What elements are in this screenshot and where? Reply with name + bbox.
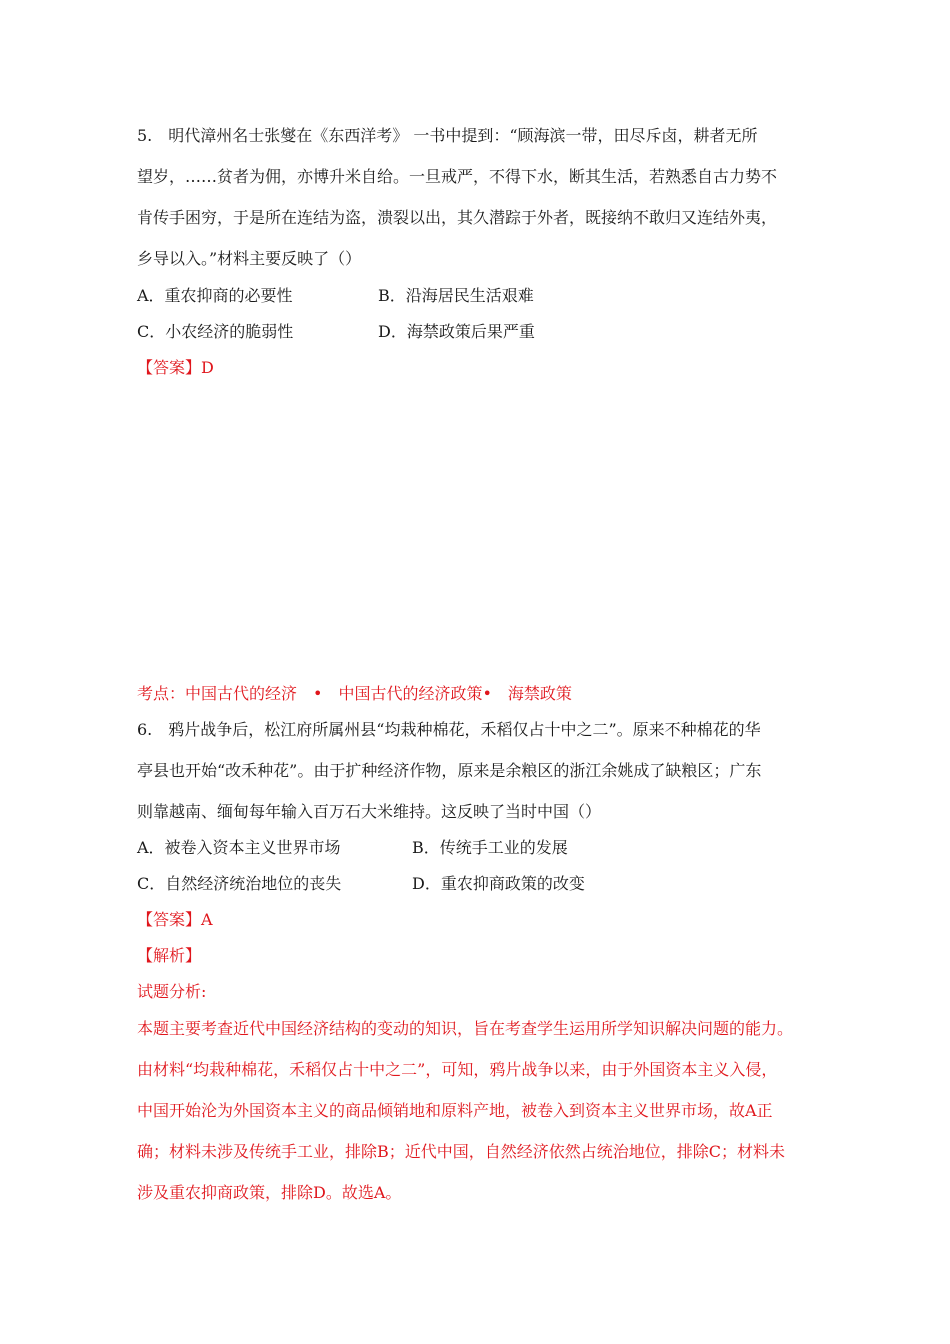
- q5-answer-value: D: [201, 358, 214, 377]
- q6-stem-line-3: 则靠越南、缅甸每年输入百万石大米维持。这反映了当时中国（）: [137, 802, 602, 821]
- q5-stem-line-4: 乡导以入。”材料主要反映了（）: [137, 249, 362, 268]
- q5-stem-line-1: 5. 明代漳州名士张燮在《东西洋考》 一书中提到：“顾海滨一带，田尽斥卤，耕者无所: [137, 126, 758, 145]
- q6-answer: [137, 909, 213, 931]
- q6-analysis-line-2: 由材料“均栽种棉花，禾稻仅占十中之二”，可知，鸦片战争以来，由于外国资本主义入侵，: [137, 1060, 778, 1079]
- q6-analysis-line-3: 中国开始沦为外国资本主义的商品倾销地和原料产地，被卷入到资本主义世界市场，故A正: [137, 1101, 773, 1120]
- q5-option-a: A．重农抑商的必要性: [137, 286, 293, 305]
- q5-kaodian: 考点：中国古代的经济 • 中国古代的经济政策• 海禁政策: [137, 684, 572, 703]
- q6-stem-line-1: 6. 鸦片战争后，松江府所属州县“均栽种棉花，禾稻仅占十中之二”。原来不种棉花的华: [137, 720, 761, 739]
- q6-analysis-line-4: 确；材料未涉及传统手工业，排除B；近代中国，自然经济依然占统治地位，排除C；材料未: [137, 1142, 786, 1161]
- q6-option-c: C．自然经济统治地位的丧失: [137, 874, 342, 893]
- q5-stem-line-3: 肯传手困穷，于是所在连结为盗，溃裂以出，其久潜踪于外者，既接纳不敢归又连结外夷，: [137, 208, 778, 227]
- q6-option-d: D．重农抑商政策的改变: [412, 874, 585, 893]
- q6-analysis-line-5: 涉及重农抑商政策，排除D。故选A。: [137, 1183, 402, 1202]
- q6-analysis-line-1: 本题主要考查近代中国经济结构的变动的知识，旨在考查学生运用所学知识解决问题的能力。: [137, 1019, 794, 1038]
- q6-option-b: B．传统手工业的发展: [412, 838, 568, 857]
- q5-option-d: D．海禁政策后果严重: [378, 322, 535, 341]
- q6-stem-line-2: 亭县也开始“改禾种花”。由于扩种经济作物，原来是余粮区的浙江余姚成了缺粮区；广东: [137, 761, 762, 780]
- q5-stem-line-2: 望岁，……贫者为佣，亦博升米自给。一旦戒严，不得下水，断其生活，若熟悉自古力势不: [137, 167, 778, 186]
- q6-answer-value: A: [201, 910, 213, 929]
- q6-answer-label: 【答案】: [137, 910, 202, 929]
- q6-option-a: A．被卷入资本主义世界市场: [137, 838, 341, 857]
- q6-analysis-label: 【解析】: [137, 946, 202, 965]
- q5-answer-label: 【答案】: [137, 358, 202, 377]
- q5-option-b: B．沿海居民生活艰难: [378, 286, 534, 305]
- q6-analysis-title: 试题分析:: [137, 982, 207, 1001]
- q5-answer: [137, 357, 214, 379]
- q5-option-c: C．小农经济的脆弱性: [137, 322, 294, 341]
